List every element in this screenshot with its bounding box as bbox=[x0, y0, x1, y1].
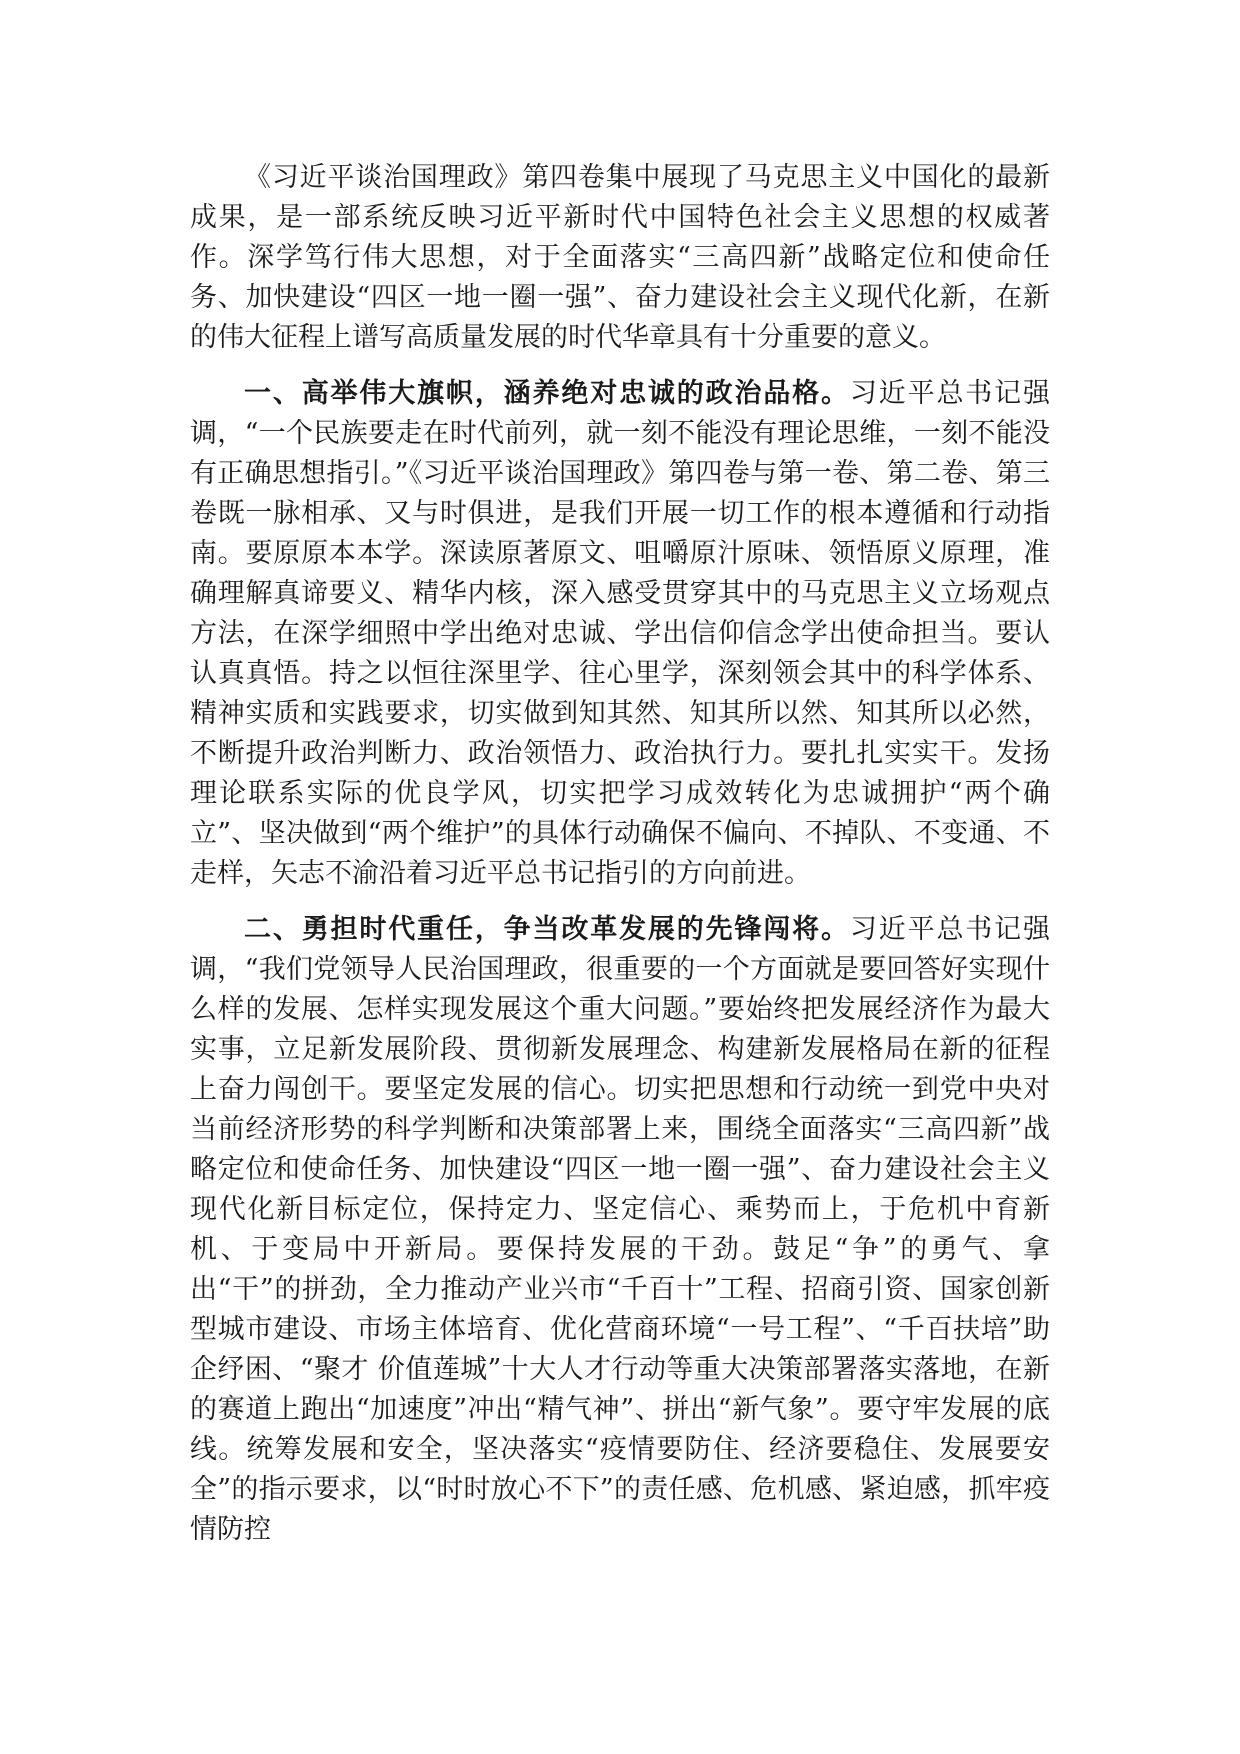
intro-paragraph: 《习近平谈治国理政》第四卷集中展现了马克思主义中国化的最新成果，是一部系统反映习近平新时代中国特色社会主义思想的权威著作。深学笃行伟大思想，对于全面落实“三高四新”战略定位和使命任务、加快建设“四区一地一圈一强”、奋力建设社会主义现代化新，在新的伟大征程上谱写高质量发展的时代华章具有十分重要的意义。 bbox=[190, 162, 1050, 353]
section-body-1: 习近平总书记强调，“一个民族要走在时代前列，就一刻不能没有理论思维，一刻不能没有正确思想指引。”《习近平谈治国理政》第四卷与第一卷、第二卷、第三卷既一脉相承、又与时俱进，是我们开展一切工作的根本遵循和行动指南。要原原本本学。深读原著原文、咀嚼原汁原味、领悟原义原理，准确理解真谛要义、精华内核，深入感受贯穿其中的马克思主义立场观点方法，在深学细照中学出绝对忠诚、学出信仰信念学出使命担当。要认认真真悟。持之以恒往深里学、往心里学，深刻领会其中的科学体系、精神实质和实践要求，切实做到知其然、知其所以然、知其所以必然，不断提升政治判断力、政治领悟力、政治执行力。要扎扎实实干。发扬理论联系实际的优良学风，切实把学习成效转化为忠诚拥护“两个确立”、坚决做到“两个维护”的具体行动确保不偏向、不掉队、不变通、不走样，矢志不渝沿着习近平总书记指引的方向前进。 bbox=[190, 378, 1051, 889]
section-heading-1: 一、高举伟大旗帜，涵养绝对忠诚的政治品格。 bbox=[244, 378, 850, 409]
document-page bbox=[190, 158, 1050, 1566]
section-heading-2: 二、勇担时代重任，争当改革发展的先锋闯将。 bbox=[244, 914, 850, 945]
section-paragraph-1 bbox=[190, 374, 1050, 894]
section-body-2: 习近平总书记强调，“我们党领导人民治国理政，很重要的一个方面就是要回答好实现什么样的发展、怎样实现发展这个重大问题。”要始终把发展经济作为最大实事，立足新发展阶段、贯彻新发展理念、构建新发展格局在新的征程上奋力闯创干。要坚定发展的信心。切实把思想和行动统一到党中央对当前经济形势的科学判断和决策部署上来，围绕全面落实“三高四新”战略定位和使命任务、加快建设“四区一地一圈一强”、奋力建设社会主义现代化新目标定位，保持定力、坚定信心、乘势而上，于危机中育新机、于变局中开新局。要保持发展的干劲。鼓足“争”的勇气、拿出“干”的拼劲，全力推动产业兴市“千百十”工程、招商引资、国家创新型城市建设、市场主体培育、优化营商环境“一号工程”、“千百扶培”助企纾困、“聚才 价值莲城”十大人才行动等重大决策部署落实落地，在新的赛道上跑出“加速度”冲出“精气神”、拼出“新气象”。要守牢发展的底线。统筹发展和安全，坚决落实“疫情要防住、经济要稳住、发展要安全”的指示要求，以“时时放心不下”的责任感、危机感、紧迫感，抓牢疫情防控 bbox=[190, 914, 1051, 1545]
section-paragraph-2 bbox=[190, 910, 1050, 1550]
